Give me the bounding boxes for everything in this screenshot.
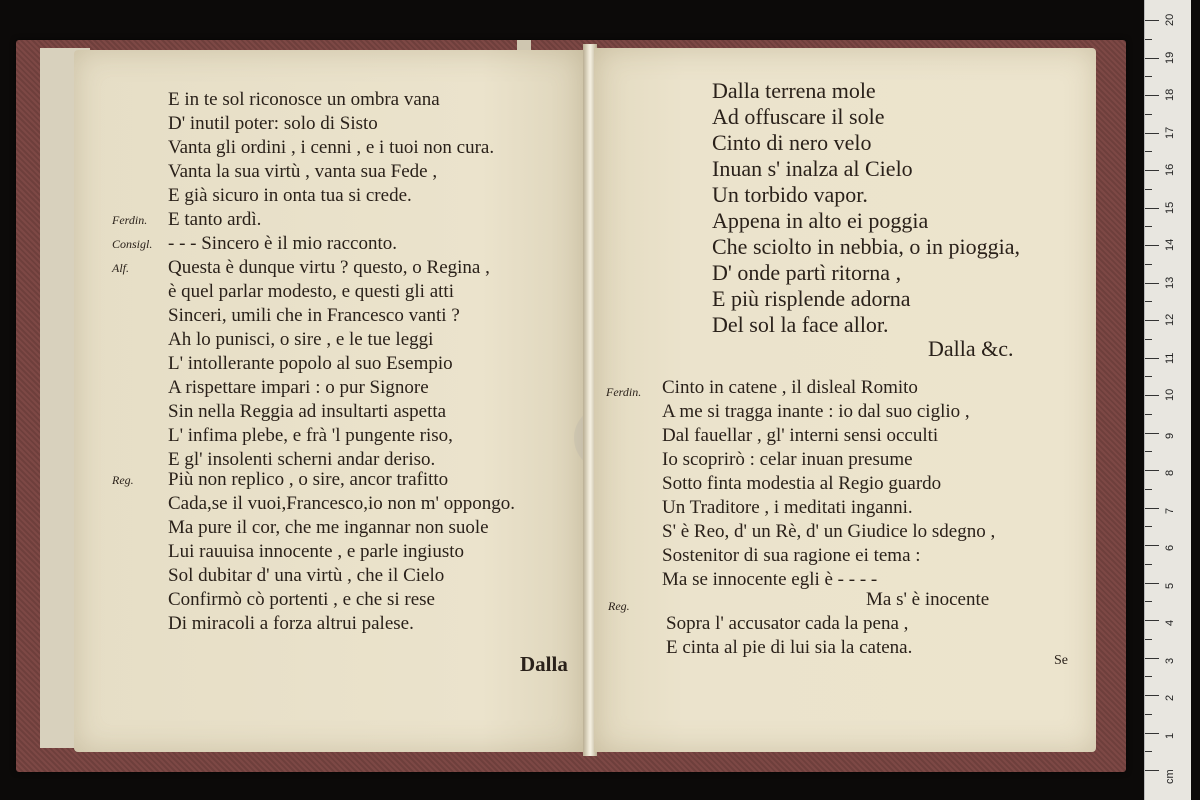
verse-line: Ma pure il cor, che me ingannar non suole — [168, 517, 489, 538]
ruler-tick — [1145, 20, 1159, 21]
verse-line: Dal fauellar , gl' interni sensi occulti — [662, 425, 939, 446]
verse-line: è quel parlar modesto, e questi gli atti — [168, 281, 454, 302]
ruler-tick — [1145, 301, 1152, 302]
ruler-number: 20 — [1164, 13, 1176, 26]
ruler-number: 16 — [1164, 163, 1176, 176]
catchword: Dalla — [520, 652, 568, 676]
ruler-tick — [1145, 208, 1159, 209]
ruler-tick — [1145, 433, 1159, 434]
verse-line: Ma se innocente egli è - - - - — [662, 569, 878, 590]
verse-line: - - - Sincero è il mio racconto. — [168, 233, 397, 254]
verse-line: E gl' insolenti scherni andar deriso. — [168, 449, 436, 470]
ruler-number: 10 — [1164, 388, 1176, 401]
right-page — [594, 48, 1096, 752]
verse-line: Cada,se il vuoi,Francesco,io non m' oppongo. — [168, 493, 515, 514]
verse-line: Lui rauuisa innocente , e parle ingiusto — [168, 541, 464, 562]
ruler-number: 4 — [1164, 619, 1176, 626]
binding-thread — [517, 40, 531, 50]
ruler-tick — [1145, 95, 1159, 96]
ruler-tick — [1145, 339, 1152, 340]
song-line: Del sol la face allor. — [712, 312, 889, 337]
ruler-tick — [1145, 376, 1152, 377]
verse-line: Sol dubitar d' una virtù , che il Cielo — [168, 565, 445, 586]
ruler-number: 15 — [1164, 201, 1176, 214]
verse-line: E già sicuro in onta tua si crede. — [168, 185, 412, 206]
ruler-tick — [1145, 283, 1159, 284]
verse-line: Più non replico , o sire, ancor trafitto — [168, 469, 449, 490]
ruler-number: 3 — [1164, 657, 1176, 664]
song-line: Appena in alto ei poggia — [712, 208, 929, 233]
verse-line: Vanta gli ordini , i cenni , e i tuoi non cura. — [168, 137, 495, 158]
ruler-tick — [1145, 189, 1152, 190]
verse-line: Sin nella Reggia ad insultarti aspetta — [168, 401, 447, 422]
verse-line: Vanta la sua virtù , vanta sua Fede , — [168, 161, 438, 182]
speaker-regina: Reg. — [112, 473, 134, 487]
left-page — [74, 50, 584, 752]
verse-line: Sotto finta modestia al Regio guardo — [662, 473, 942, 494]
song-line: Inuan s' inalza al Cielo — [712, 156, 913, 181]
speaker-ferdinando: Ferdin. — [606, 385, 642, 399]
verse-line: Sinceri, umili che in Francesco vanti ? — [168, 305, 460, 326]
ruler-tick — [1145, 639, 1152, 640]
ruler-number: 13 — [1164, 276, 1176, 289]
verse-line: Di miracoli a forza altrui palese. — [168, 613, 414, 634]
song-line: E più risplende adorna — [712, 286, 911, 311]
verse-line: Sopra l' accusator cada la pena , — [666, 613, 909, 634]
ruler-number: 1 — [1164, 732, 1176, 739]
speaker-regina: Reg. — [608, 599, 630, 613]
verse-line: Questa è dunque virtu ? questo, o Regina , — [168, 257, 490, 278]
ruler-tick — [1145, 526, 1152, 527]
verse-line: E tanto ardì. — [168, 209, 262, 230]
ruler-tick — [1145, 226, 1152, 227]
ruler-tick — [1145, 658, 1159, 659]
ruler-tick — [1145, 320, 1159, 321]
ruler-unit-label: cm — [1164, 769, 1176, 784]
song-line: Un torbido vapor. — [712, 182, 868, 207]
song-line: Ad offuscare il sole — [712, 104, 885, 129]
song-refrain: Dalla &c. — [928, 336, 1014, 361]
ruler-tick — [1145, 695, 1159, 696]
ruler-tick — [1145, 620, 1159, 621]
ruler-tick — [1145, 489, 1152, 490]
measurement-ruler — [1144, 0, 1191, 800]
song-line: Che sciolto in nebbia, o in pioggia, — [712, 234, 1020, 259]
ruler-tick — [1145, 264, 1152, 265]
catchword: Se — [1054, 653, 1068, 668]
verse-line: A rispettare impari : o pur Signore — [168, 377, 429, 398]
ruler-number: 14 — [1164, 238, 1176, 251]
ruler-tick — [1145, 508, 1159, 509]
song-line: Cinto di nero velo — [712, 130, 872, 155]
verse-line: D' inutil poter: solo di Sisto — [168, 113, 378, 134]
ruler-number: 7 — [1164, 507, 1176, 514]
ruler-tick — [1145, 395, 1159, 396]
ruler-tick — [1145, 114, 1152, 115]
song-line: Dalla terrena mole — [712, 78, 876, 103]
ruler-number: 2 — [1164, 694, 1176, 701]
ruler-number: 11 — [1164, 352, 1176, 364]
verse-line: L' infima plebe, e frà 'l pungente riso, — [168, 425, 453, 446]
ruler-tick — [1145, 133, 1159, 134]
ruler-tick — [1145, 414, 1152, 415]
verse-line: L' intollerante popolo al suo Esempio — [168, 353, 453, 374]
ruler-tick — [1145, 358, 1159, 359]
ruler-tick — [1145, 714, 1152, 715]
ruler-tick — [1145, 676, 1152, 677]
verse-line: Ah lo punisci, o sire , e le tue leggi — [168, 329, 434, 350]
verse-line: S' è Reo, d' un Rè, d' un Giudice lo sdegno , — [662, 521, 996, 542]
ruler-tick — [1145, 601, 1152, 602]
verse-line: Confirmò cò portenti , e che si rese — [168, 589, 435, 610]
verse-line: A me si tragga inante : io dal suo ciglio , — [662, 401, 970, 422]
ruler-number: 18 — [1164, 88, 1176, 101]
verse-line: Un Traditore , i meditati inganni. — [662, 497, 913, 518]
ruler-tick — [1145, 770, 1159, 771]
verse-line: Sostenitor di sua ragione ei tema : — [662, 545, 921, 566]
ruler-tick — [1145, 583, 1159, 584]
ruler-tick — [1145, 245, 1159, 246]
ruler-tick — [1145, 451, 1152, 452]
ruler-number: 17 — [1164, 126, 1176, 139]
ruler-number: 8 — [1164, 469, 1176, 476]
ruler-tick — [1145, 751, 1152, 752]
ruler-number: 9 — [1164, 432, 1176, 439]
ruler-tick — [1145, 564, 1152, 565]
verse-line: E in te sol riconosce un ombra vana — [168, 89, 440, 110]
ruler-tick — [1145, 39, 1152, 40]
ruler-tick — [1145, 733, 1159, 734]
ruler-tick — [1145, 151, 1152, 152]
speaker-alfonso: Alf. — [112, 261, 129, 275]
verse-line: Cinto in catene , il disleal Romito — [662, 377, 918, 398]
verse-line: E cinta al pie di lui sia la catena. — [666, 637, 913, 658]
verse-line: Ma s' è inocente — [866, 589, 990, 610]
ruler-number: 19 — [1164, 51, 1176, 64]
ruler-tick — [1145, 170, 1159, 171]
speaker-ferdinando: Ferdin. — [112, 213, 148, 227]
song-line: D' onde partì ritorna , — [712, 260, 902, 285]
speaker-consigliere: Consigl. — [112, 237, 153, 251]
verse-line: Io scoprirò : celar inuan presume — [662, 449, 913, 470]
ruler-tick — [1145, 545, 1159, 546]
ruler-tick — [1145, 470, 1159, 471]
ruler-number: 12 — [1164, 313, 1176, 326]
ruler-tick — [1145, 76, 1152, 77]
ruler-number: 5 — [1164, 582, 1176, 589]
ruler-tick — [1145, 58, 1159, 59]
ruler-number: 6 — [1164, 544, 1176, 551]
